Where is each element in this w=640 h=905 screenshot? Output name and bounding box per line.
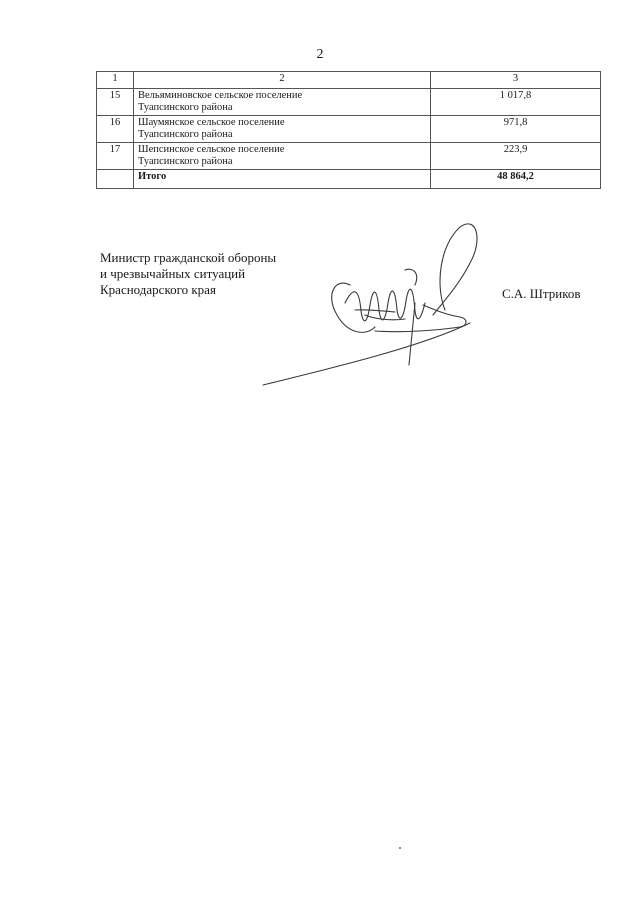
table-total-row bbox=[97, 170, 601, 189]
total-label: Итого bbox=[134, 170, 431, 189]
row-number: 15 bbox=[97, 89, 134, 116]
row-value: 1 017,8 bbox=[431, 89, 601, 116]
page-number: 2 bbox=[316, 47, 324, 62]
table-header-cell: 3 bbox=[431, 72, 601, 89]
row-number: 17 bbox=[97, 143, 134, 170]
row-name-line: Туапсинского района bbox=[138, 156, 233, 167]
handwritten-signature bbox=[255, 215, 495, 390]
row-name-line: Туапсинского района bbox=[138, 129, 233, 140]
table-row bbox=[97, 89, 601, 116]
row-name bbox=[134, 89, 431, 116]
signer-title bbox=[100, 250, 276, 298]
table-header-cell: 2 bbox=[134, 72, 431, 89]
signature-strokes bbox=[263, 224, 477, 385]
table-row bbox=[97, 116, 601, 143]
row-name bbox=[134, 116, 431, 143]
total-value: 48 864,2 bbox=[431, 170, 601, 189]
signer-name: С.А. Штриков bbox=[502, 286, 581, 301]
signer-title-line: Министр гражданской обороны bbox=[100, 250, 277, 265]
total-number bbox=[97, 170, 134, 189]
table-header-row bbox=[97, 72, 601, 89]
row-name-line: Шаумянское сельское поселение bbox=[138, 117, 285, 128]
row-value: 223,9 bbox=[431, 143, 601, 170]
signer-title-line: и чрезвычайных ситуаций bbox=[100, 266, 246, 281]
row-name-line: Туапсинского района bbox=[138, 102, 233, 113]
table-header-cell: 1 bbox=[97, 72, 134, 89]
row-name-line: Вельяминовское сельское поселение bbox=[138, 90, 303, 101]
allocation-table bbox=[96, 71, 601, 189]
row-name bbox=[134, 143, 431, 170]
signer-title-line: Краснодарского края bbox=[100, 282, 216, 297]
row-value: 971,8 bbox=[431, 116, 601, 143]
row-number: 16 bbox=[97, 116, 134, 143]
row-name-line: Шепсинское сельское поселение bbox=[138, 144, 285, 155]
table-row bbox=[97, 143, 601, 170]
scan-speck bbox=[399, 847, 401, 849]
